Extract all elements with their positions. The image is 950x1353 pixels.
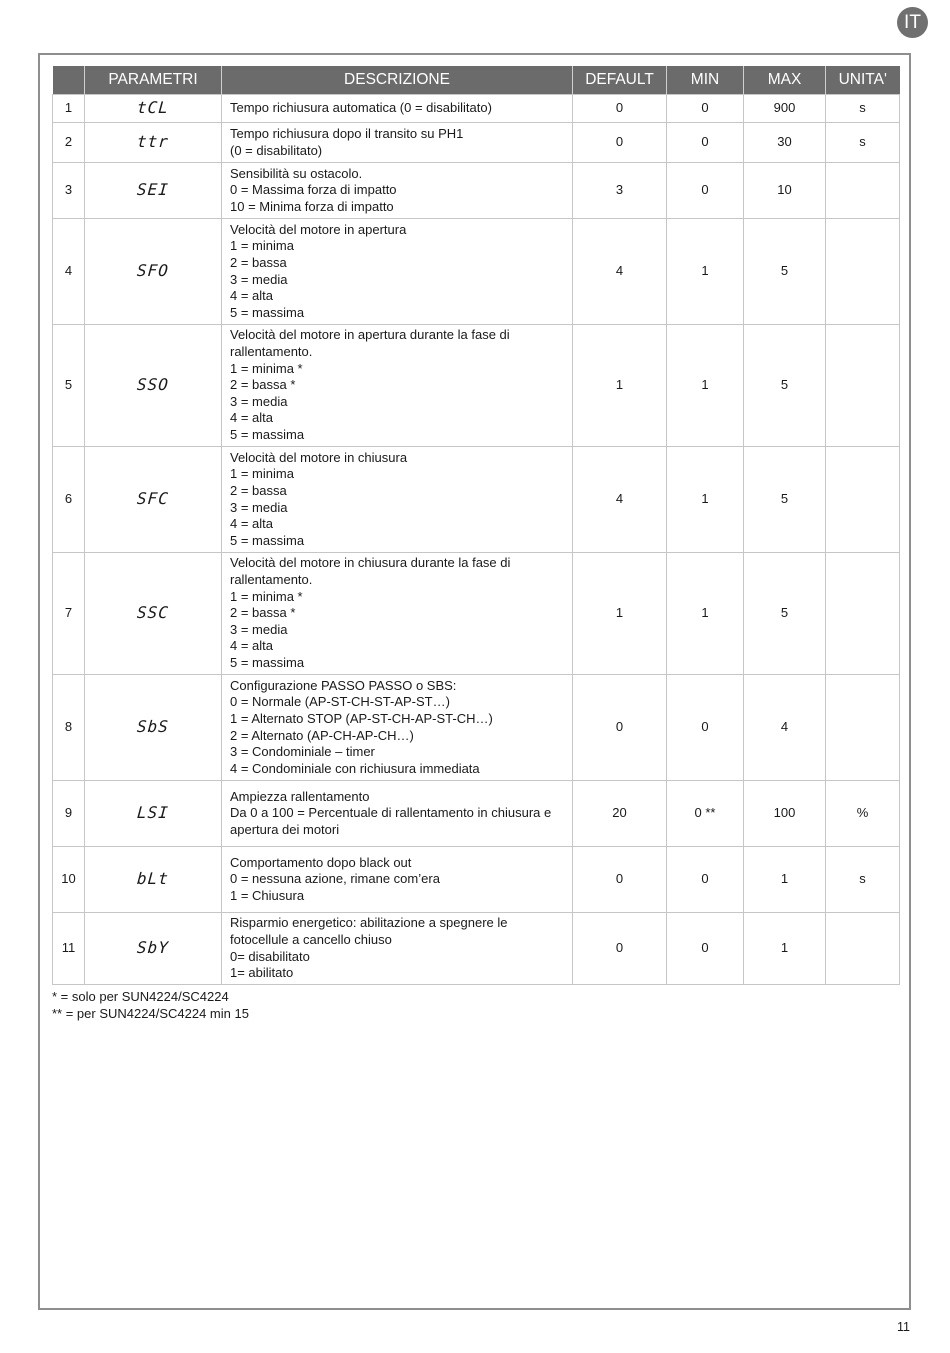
header-max: MAX (744, 66, 826, 95)
cell-max: 5 (744, 553, 826, 675)
table-row (53, 325, 900, 447)
cell-unit: s (826, 847, 900, 913)
cell-unit (826, 675, 900, 781)
table-row (53, 553, 900, 675)
cell-parameter-code (85, 447, 222, 553)
display-code: bLt (136, 868, 170, 888)
cell-max: 5 (744, 325, 826, 447)
cell-min: 0 (667, 123, 744, 163)
cell-num: 6 (53, 447, 85, 553)
cell-num: 4 (53, 219, 85, 325)
table-row (53, 447, 900, 553)
cell-description: Velocità del motore in apertura durante la fase di rallentamento. 1 = minima * 2 = bassa * 3 = media 4 = alta 5 = massima (222, 325, 573, 447)
cell-num: 5 (53, 325, 85, 447)
cell-unit (826, 447, 900, 553)
display-code: ttr (136, 131, 170, 151)
cell-unit (826, 913, 900, 985)
cell-parameter-code (85, 219, 222, 325)
cell-default: 3 (573, 163, 667, 219)
parameters-table (52, 66, 900, 985)
cell-min: 1 (667, 447, 744, 553)
header-parametri: PARAMETRI (85, 66, 222, 95)
cell-description: Velocità del motore in chiusura durante la fase di rallentamento. 1 = minima * 2 = bassa * 3 = media 4 = alta 5 = massima (222, 553, 573, 675)
cell-default: 0 (573, 913, 667, 985)
cell-num: 1 (53, 95, 85, 123)
cell-default: 1 (573, 325, 667, 447)
cell-min: 0 (667, 913, 744, 985)
cell-description: Comportamento dopo black out 0 = nessuna azione, rimane com’era 1 = Chiusura (222, 847, 573, 913)
table-row (53, 123, 900, 163)
cell-unit: s (826, 95, 900, 123)
cell-default: 4 (573, 219, 667, 325)
cell-num: 11 (53, 913, 85, 985)
cell-unit (826, 553, 900, 675)
table-row (53, 913, 900, 985)
cell-parameter-code (85, 95, 222, 123)
table-header-row (53, 66, 900, 95)
cell-parameter-code (85, 675, 222, 781)
cell-min: 0 (667, 163, 744, 219)
header-min: MIN (667, 66, 744, 95)
footnote-double-star: ** = per SUN4224/SC4224 min 15 (52, 1006, 249, 1021)
display-code: SbY (136, 937, 170, 957)
cell-unit: % (826, 781, 900, 847)
cell-unit: s (826, 123, 900, 163)
cell-min: 0 (667, 675, 744, 781)
display-code: SEI (136, 179, 170, 199)
cell-min: 0 (667, 95, 744, 123)
cell-num: 2 (53, 123, 85, 163)
cell-num: 8 (53, 675, 85, 781)
cell-parameter-code (85, 913, 222, 985)
cell-description: Sensibilità su ostacolo. 0 = Massima forza di impatto 10 = Minima forza di impatto (222, 163, 573, 219)
cell-default: 1 (573, 553, 667, 675)
cell-default: 0 (573, 95, 667, 123)
cell-description: Ampiezza rallentamento Da 0 a 100 = Percentuale di rallentamento in chiusura e apertura dei motori (222, 781, 573, 847)
cell-default: 0 (573, 847, 667, 913)
cell-unit (826, 219, 900, 325)
cell-parameter-code (85, 553, 222, 675)
cell-default: 0 (573, 123, 667, 163)
header-descrizione: DESCRIZIONE (222, 66, 573, 95)
display-code: SSC (136, 602, 170, 622)
cell-parameter-code (85, 163, 222, 219)
display-code: SFO (136, 260, 170, 280)
page-number: 11 (897, 1320, 910, 1334)
footnote-single-star: * = solo per SUN4224/SC4224 (52, 989, 229, 1004)
cell-unit (826, 325, 900, 447)
header-default: DEFAULT (573, 66, 667, 95)
cell-description: Velocità del motore in chiusura 1 = minima 2 = bassa 3 = media 4 = alta 5 = massima (222, 447, 573, 553)
cell-default: 0 (573, 675, 667, 781)
cell-description: Risparmio energetico: abilitazione a spegnere le fotocellule a cancello chiuso 0= disabilitato 1= abilitato (222, 913, 573, 985)
cell-num: 9 (53, 781, 85, 847)
table-row (53, 675, 900, 781)
display-code: SSO (136, 374, 170, 394)
table-row (53, 219, 900, 325)
cell-parameter-code (85, 325, 222, 447)
cell-max: 5 (744, 447, 826, 553)
header-unita: UNITA' (826, 66, 900, 95)
cell-max: 1 (744, 847, 826, 913)
cell-max: 10 (744, 163, 826, 219)
cell-min: 0 (667, 847, 744, 913)
cell-parameter-code (85, 781, 222, 847)
display-code: tCL (136, 97, 170, 117)
cell-min: 1 (667, 219, 744, 325)
table-row (53, 95, 900, 123)
header-num (53, 66, 85, 95)
table-row (53, 847, 900, 913)
cell-description: Configurazione PASSO PASSO o SBS: 0 = Normale (AP-ST-CH-ST-AP-ST…) 1 = Alternato STOP (AP-ST-CH-AP-ST-CH…) 2 = Alternato (AP-CH-AP-CH…) 3 = Condominiale – timer 4 = Condominiale con richiusura immediata (222, 675, 573, 781)
cell-description: Tempo richiusura dopo il transito su PH1 (0 = disabilitato) (222, 123, 573, 163)
display-code: LSI (136, 802, 170, 822)
cell-max: 900 (744, 95, 826, 123)
cell-max: 30 (744, 123, 826, 163)
cell-max: 4 (744, 675, 826, 781)
cell-max: 100 (744, 781, 826, 847)
cell-default: 20 (573, 781, 667, 847)
cell-min: 0 ** (667, 781, 744, 847)
cell-parameter-code (85, 123, 222, 163)
language-badge: IT (897, 7, 928, 38)
cell-max: 1 (744, 913, 826, 985)
cell-num: 3 (53, 163, 85, 219)
cell-parameter-code (85, 847, 222, 913)
cell-num: 10 (53, 847, 85, 913)
table-row (53, 163, 900, 219)
display-code: SbS (136, 716, 170, 736)
cell-min: 1 (667, 325, 744, 447)
cell-default: 4 (573, 447, 667, 553)
cell-num: 7 (53, 553, 85, 675)
cell-min: 1 (667, 553, 744, 675)
table-row (53, 781, 900, 847)
cell-description: Tempo richiusura automatica (0 = disabilitato) (222, 95, 573, 123)
cell-max: 5 (744, 219, 826, 325)
display-code: SFC (136, 488, 170, 508)
cell-unit (826, 163, 900, 219)
footnotes (52, 988, 249, 1022)
cell-description: Velocità del motore in apertura 1 = minima 2 = bassa 3 = media 4 = alta 5 = massima (222, 219, 573, 325)
